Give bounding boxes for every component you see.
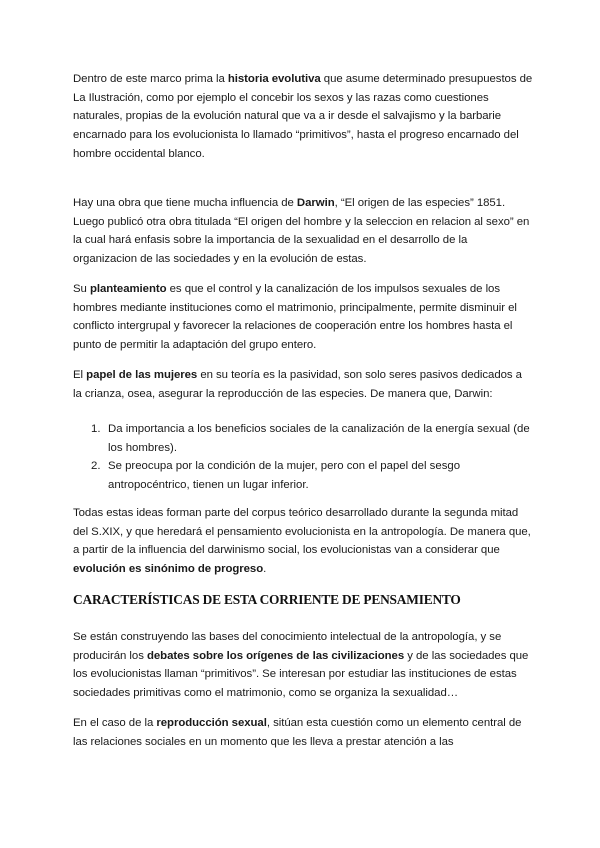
- section-heading: CARACTERÍSTICAS DE ESTA CORRIENTE DE PENSAMIENTO: [73, 592, 461, 607]
- text: Su: [73, 283, 90, 295]
- text: y de las sociedades que los evolucionistas llaman “primitivos”. Se interesan por estudiar las instituciones de estas sociedades primitivas como el matrimonio, como se organiza la sexualidad…: [73, 649, 529, 700]
- paragraph-bases-conocimiento: [73, 628, 533, 703]
- bold-text: historia evolutiva: [227, 73, 321, 85]
- paragraph-papel-mujeres: [73, 366, 533, 403]
- text: es que el control y la canalización de los impulsos sexuales de los hombres mediante instituciones como el matrimonio, principalmente, permite disminuir el conflicto intergrupal y favorecer la relaciones de cooperación entre los hombres hasta el punto de permitir la adaptación del grupo entero.: [73, 283, 517, 352]
- list-number: 2.: [91, 460, 101, 473]
- paragraph-historia-evolutiva: [73, 70, 533, 164]
- text: que asume determinado presupuestos de La Ilustración, como por ejemplo el concebir los sexos y las razas como cuestiones naturales, propias de la evolución natural que va a ir desde el salvajismo y la barbarie encarnado para los evolucionista lo llamado “primitivos”, hasta el progreso encarnado del hombre occidental blanco.: [73, 73, 533, 160]
- bold-text: planteamiento: [89, 283, 167, 295]
- text: Dentro de este marco prima la: [73, 73, 228, 85]
- list-item: [73, 420, 533, 457]
- list-text: Da importancia a los beneficios sociales de la canalización de la energía sexual (de los hombres).: [108, 423, 530, 454]
- text: , “El origen de las especies” 1851. Luego publicó otra obra titulada “El origen del hombre y la seleccion en relacion al sexo” en la cual hará enfasis sobre la importancia de la sexualidad en el desarrollo de la organizacion de las sociedades y en la evolución de estas.: [73, 197, 530, 266]
- bold-text: evolución es sinónimo de progreso: [73, 563, 264, 576]
- text: , sitúan esta cuestión como un elemento central de las relaciones sociales en un momento que les lleva a prestar atención a las: [73, 717, 522, 748]
- bold-text: papel de las mujeres: [86, 369, 198, 381]
- paragraph-reproduccion-sexual: [73, 714, 533, 751]
- list-text: Se preocupa por la condición de la mujer, pero con el papel del sesgo antropocéntrico, tienen un lugar inferior.: [108, 460, 461, 492]
- paragraph-planteamiento: [73, 280, 533, 355]
- text: Se están construyendo las bases del conocimiento intelectual de la antropología, y se producirán los: [73, 631, 502, 662]
- paragraph-corpus-teorico: [73, 504, 533, 579]
- text: Todas estas ideas forman parte del corpus teórico desarrollado durante la segunda mitad del S.XIX, y que heredará el pensamiento evolucionista en la antropología. De manera que, a partir de la influencia del darwinismo social, los evolucionistas van a considerar que: [73, 507, 531, 557]
- text: en su teoría es la pasividad, son solo seres pasivos dedicados a la crianza, osea, asegurar la reproducción de las especies. De manera que, Darwin:: [73, 369, 522, 400]
- text: Hay una obra que tiene mucha influencia de: [73, 197, 297, 209]
- bold-text: reproducción sexual: [156, 717, 267, 729]
- text: .: [263, 563, 267, 576]
- list-item: [73, 457, 533, 494]
- list-number: 1.: [91, 423, 101, 435]
- text: El: [73, 369, 87, 381]
- text: En el caso de la: [73, 717, 157, 729]
- numbered-list: [73, 420, 533, 495]
- paragraph-darwin: [73, 194, 533, 269]
- bold-text: Darwin: [296, 197, 335, 209]
- bold-text: debates sobre los orígenes de las civilizaciones: [146, 649, 405, 662]
